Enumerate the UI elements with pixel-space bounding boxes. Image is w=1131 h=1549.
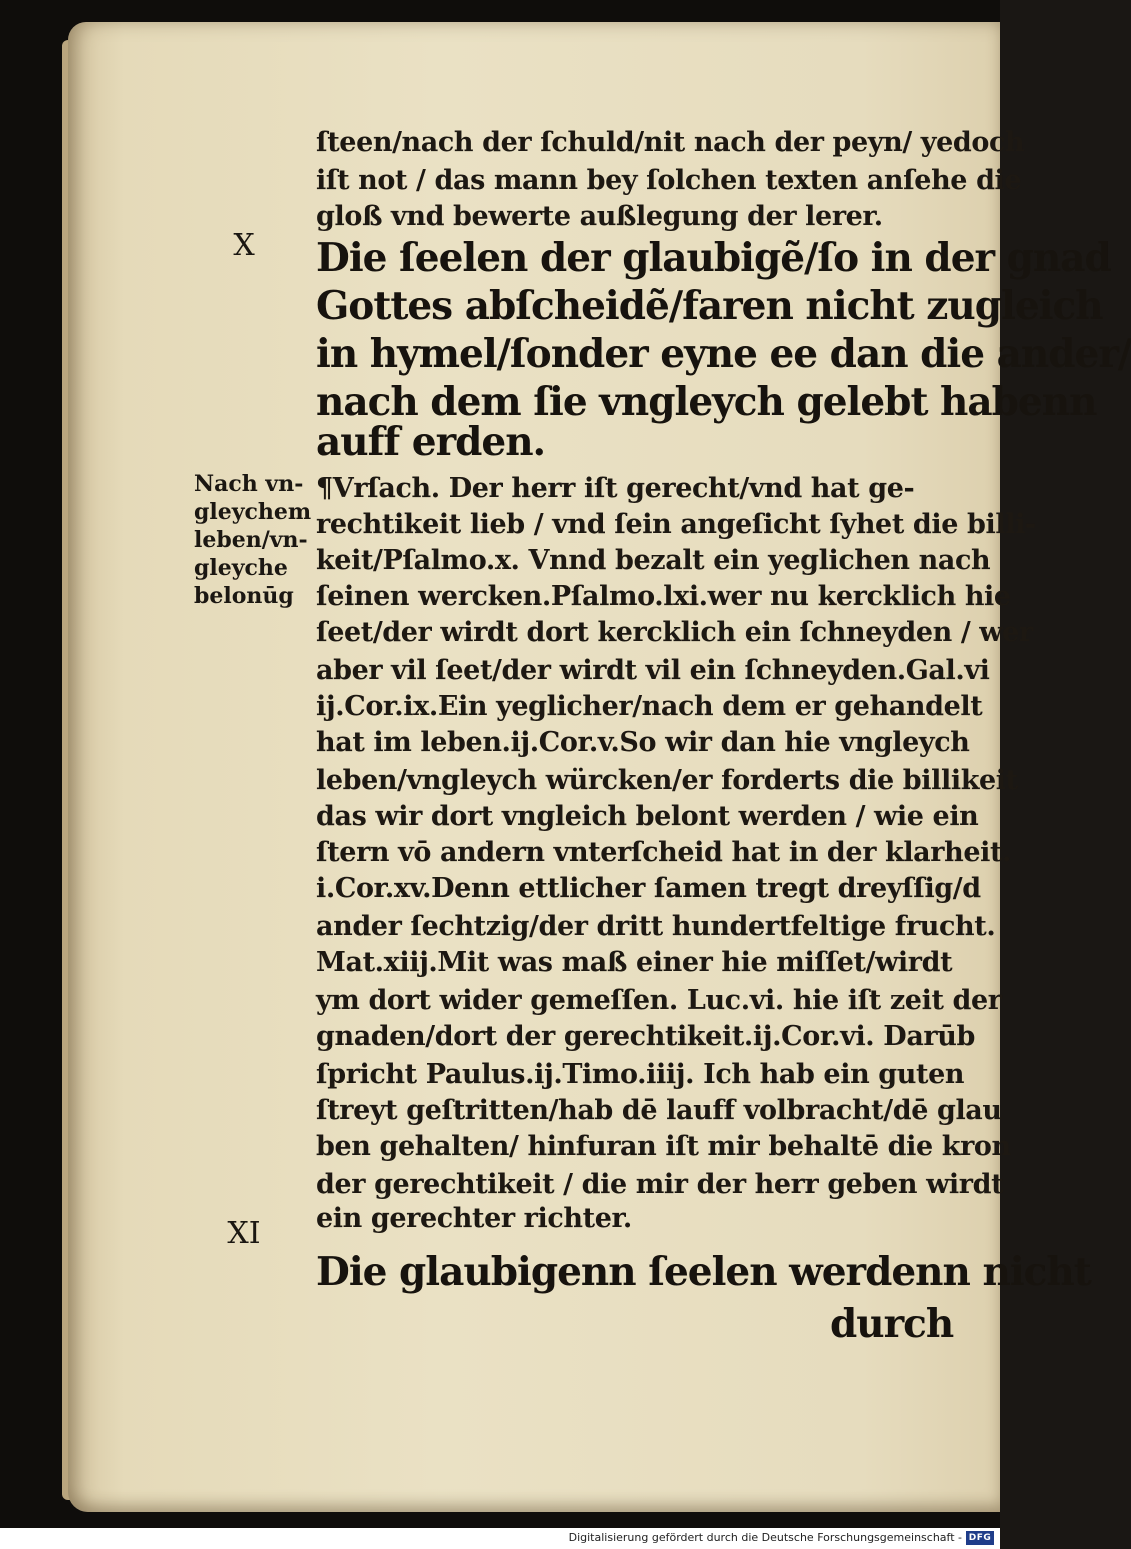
text-line: ander ſechtzig/der dritt hundertfeltige frucht. xyxy=(316,911,996,942)
text-line: ſpricht Paulus.ij.Timo.iiij. Ich hab ein guten xyxy=(316,1059,965,1090)
margin-note-line: Nach vn- xyxy=(194,471,304,497)
footer-credit: Digitalisierung gefördert durch die Deutsche Forschungsgemeinschaft - xyxy=(568,1531,962,1544)
section-heading-line: Gottes abſcheidẽ/faren nicht zugleich xyxy=(316,283,1103,329)
text-line: keit/Pſalmo.x. Vnnd bezalt ein yeglichen nach xyxy=(316,545,991,576)
section-heading-line: Die ſeelen der glaubigẽ/ſo in der gnad xyxy=(316,235,1111,281)
text-line: ein gerechter richter. xyxy=(316,1203,632,1234)
text-line: das wir dort vngleich belont werden / wie ein xyxy=(316,801,979,832)
margin-note-line: gleychem xyxy=(194,499,312,525)
text-line: iſt not / das mann bey ſolchen texten anſehe die xyxy=(316,165,1022,196)
margin-note xyxy=(194,470,314,610)
text-line: rechtikeit lieb / vnd ſein angeſicht ſyhet die billi- xyxy=(316,509,1036,540)
text-line: gnaden/dort der gerechtikeit.ij.Cor.vi. Darūb xyxy=(316,1021,975,1052)
text-line: leben/vngleych würcken/er forderts die billikeit xyxy=(316,765,1018,796)
text-line: aber vil ſeet/der wirdt vil ein ſchneyden.Gal.vi xyxy=(316,655,990,686)
section-heading-line: in hymel/ſonder eyne ee dan die ander/ xyxy=(316,331,1131,377)
text-line: ¶Vrſach. Der herr iſt gerecht/vnd hat ge- xyxy=(316,473,915,504)
margin-note-line: belonūg xyxy=(194,583,294,609)
margin-note-line: gleyche xyxy=(194,555,288,581)
text-line: ſtern vō andern vnterſcheid hat in der klarheit. xyxy=(316,837,1012,868)
text-line: ſeinen wercken.Pſalmo.lxi.wer nu kercklich hie xyxy=(316,581,1011,612)
text-line: gloß vnd bewerte außlegung der lerer. xyxy=(316,201,883,232)
dfg-logo: DFG xyxy=(966,1531,994,1545)
text-line: ſtreyt geſtritten/hab dē lauff volbracht/dē glau xyxy=(316,1095,1002,1126)
text-line: Mat.xiij.Mit was maß einer hie miſſet/wirdt xyxy=(316,947,953,978)
section-heading-line: nach dem ſie vngleych gelebt habenn xyxy=(316,379,1097,425)
section-heading-line: Die glaubigenn ſeelen werdenn nicht xyxy=(316,1249,1091,1295)
digitization-footer xyxy=(0,1528,1000,1549)
text-line: der gerechtikeit / die mir der herr geben wirdt xyxy=(316,1169,1004,1200)
text-line: ſteen/nach der ſchuld/nit nach der peyn/ yedoch xyxy=(316,127,1025,158)
section-numeral-x: X xyxy=(233,228,255,263)
text-line: i.Cor.xv.Denn ettlicher ſamen tregt dreyſſig/d xyxy=(316,873,981,904)
margin-note-line: leben/vn- xyxy=(194,527,308,553)
text-line: ſeet/der wirdt dort kercklich ein ſchneyden / wer xyxy=(316,617,1033,648)
section-numeral-xi: XI xyxy=(227,1216,261,1251)
text-line: ij.Cor.ix.Ein yeglicher/nach dem er gehandelt xyxy=(316,691,983,722)
text-line: hat im leben.ij.Cor.v.So wir dan hie vngleych xyxy=(316,727,970,758)
section-heading-line: auff erden. xyxy=(316,419,546,465)
text-line: ym dort wider gemeſſen. Luc.vi. hie iſt zeit der xyxy=(316,985,1002,1016)
catchword: durch xyxy=(830,1301,954,1347)
text-line: ben gehalten/ hinfuran iſt mir behaltē die kron xyxy=(316,1131,1011,1162)
